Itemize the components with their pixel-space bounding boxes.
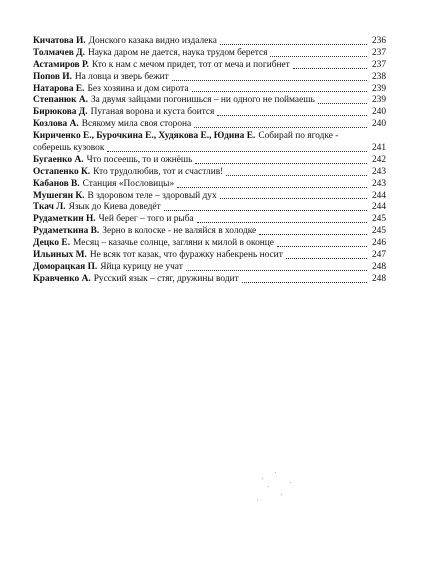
dot-leader <box>195 163 367 164</box>
toc-page-number: 241 <box>371 143 386 153</box>
dot-leader <box>293 68 367 69</box>
toc-title: Кто к нам с мечом придет, тот от меча и погибнет <box>91 59 290 70</box>
toc-entry <box>33 214 386 226</box>
dot-leader <box>192 91 367 92</box>
toc-title: В здоровом теле – здоровый дух <box>87 190 217 201</box>
toc-entry <box>33 72 386 84</box>
toc-title: За двумя зайцами погонишься – ни одного не поймаешь <box>90 95 315 106</box>
toc-page-number: 244 <box>371 202 386 213</box>
toc-entry <box>33 226 386 238</box>
toc-author: Бирюкова Д. <box>33 107 88 118</box>
toc-page-number: 243 <box>371 166 386 177</box>
toc-entry <box>33 95 386 107</box>
toc-page-number: 243 <box>371 178 386 189</box>
toc-title: Донского казака видно издалека <box>88 36 217 46</box>
toc-title: Русский язык – стяг, дружины водит <box>93 273 239 284</box>
toc-title: На ловца и зверь бежит <box>74 71 169 82</box>
dot-leader <box>220 198 367 199</box>
toc-entry <box>33 167 386 179</box>
dot-leader <box>194 127 367 128</box>
dot-leader <box>197 222 367 223</box>
dot-leader <box>277 246 367 247</box>
toc-author: Кириченко Е., Бурочкина Е., Худякова Е., Юдина Е. <box>33 131 256 142</box>
toc-entry <box>33 48 386 60</box>
toc-title: Чей берег – того и рыба <box>98 214 194 225</box>
dot-leader <box>242 282 367 283</box>
toc-author: Натарова Е. <box>33 83 85 94</box>
toc-page-number: 238 <box>371 71 386 82</box>
toc-title: Наука даром не дается, наука трудом берется <box>87 47 268 58</box>
toc-title: Пуганая ворона и куста боится <box>90 107 215 118</box>
toc-entry <box>33 155 386 167</box>
toc-page-number: 237 <box>371 47 386 58</box>
toc-title: Зерно в колоске - не валяйся в холодке <box>102 226 257 237</box>
toc-entry <box>33 262 386 274</box>
toc-page-number: 239 <box>371 83 386 94</box>
scan-speck <box>290 482 291 483</box>
toc-author: Доморацкая П. <box>33 261 98 272</box>
toc-entry <box>33 202 386 214</box>
toc-author: Рудаметкин Н. <box>33 214 96 225</box>
toc-page-number: 242 <box>371 154 386 165</box>
toc-author: Ильиных М. <box>33 250 87 261</box>
toc-page-number: 248 <box>371 261 386 272</box>
toc-entry <box>33 191 386 203</box>
toc-author: Рудаметкина В. <box>33 226 100 237</box>
toc-entry-continuation <box>33 143 386 155</box>
toc-title: Собирай по ягодке - <box>258 131 339 142</box>
toc-page-number: 237 <box>371 59 386 70</box>
dot-leader <box>318 103 367 104</box>
toc-entry <box>33 119 386 131</box>
toc-author: Кабанов В. <box>33 178 80 189</box>
toc-page-number: 236 <box>371 36 386 46</box>
dot-leader <box>259 234 367 235</box>
toc-entry <box>33 131 386 143</box>
toc-author: Мушегян К. <box>33 190 85 201</box>
toc-title: Яйца курицу не учат <box>100 261 183 272</box>
dot-leader <box>177 187 367 188</box>
toc-title: Язык до Киева доведёт <box>68 202 161 213</box>
toc-entry <box>33 107 386 119</box>
toc-page-number: 248 <box>371 273 386 284</box>
toc-author: Астамиров Р. <box>33 59 89 70</box>
toc-page-number: 247 <box>371 250 386 261</box>
dot-leader <box>107 151 367 152</box>
toc-title: Всякому мила своя сторона <box>81 119 192 130</box>
toc-author: Попов И. <box>33 71 72 82</box>
toc-page-number: 245 <box>371 214 386 225</box>
toc-page-number: 239 <box>371 95 386 106</box>
dot-leader <box>286 258 367 259</box>
toc-title: Кто трудолюбив, тот и счастлив! <box>93 166 224 177</box>
scan-speck <box>268 486 269 487</box>
toc-author: Кичатова И. <box>33 36 86 46</box>
toc-title: Не всяк тот казак, что фуражку набекрень носит <box>89 250 283 261</box>
toc-title: Месяц – казачье солнце, загляни к милой в оконце <box>73 238 274 249</box>
toc-author: Кравченко А. <box>33 273 91 284</box>
scan-speck <box>262 478 263 479</box>
scan-speck <box>275 472 276 473</box>
toc-page-number: 246 <box>371 238 386 249</box>
toc-page-number: 240 <box>371 119 386 130</box>
dot-leader <box>164 210 367 211</box>
scan-speck <box>257 500 258 501</box>
dot-leader <box>172 80 367 81</box>
toc-author: Толмачев Д. <box>33 47 85 58</box>
dot-leader <box>226 175 367 176</box>
toc-entry <box>33 60 386 72</box>
toc-page-number: 240 <box>371 107 386 118</box>
toc-entry <box>33 238 386 250</box>
toc-author: Остапенко К. <box>33 166 91 177</box>
toc-title: Станция «Пословицы» <box>82 178 175 189</box>
dot-leader <box>217 115 367 116</box>
toc-entry <box>33 274 386 286</box>
table-of-contents <box>33 36 386 286</box>
toc-title: соберешь кузовок <box>33 143 105 153</box>
dot-leader <box>270 56 367 57</box>
toc-entry <box>33 36 386 48</box>
toc-entry <box>33 179 386 191</box>
toc-author: Степанюк А. <box>33 95 88 106</box>
toc-author: Децко Е. <box>33 238 71 249</box>
toc-author: Ткач Л. <box>33 202 66 213</box>
toc-entry <box>33 84 386 96</box>
toc-author: Козлова А. <box>33 119 79 130</box>
dot-leader <box>186 270 367 271</box>
toc-title: Что посеешь, то и ожнёшь <box>86 154 193 165</box>
toc-entry <box>33 250 386 262</box>
toc-page-number: 244 <box>371 190 386 201</box>
scan-speck <box>281 494 282 495</box>
toc-page-number: 245 <box>371 226 386 237</box>
toc-title: Без хозяина и дом сирота <box>87 83 189 94</box>
dot-leader <box>220 44 367 45</box>
toc-author: Бугаенко А. <box>33 154 84 165</box>
